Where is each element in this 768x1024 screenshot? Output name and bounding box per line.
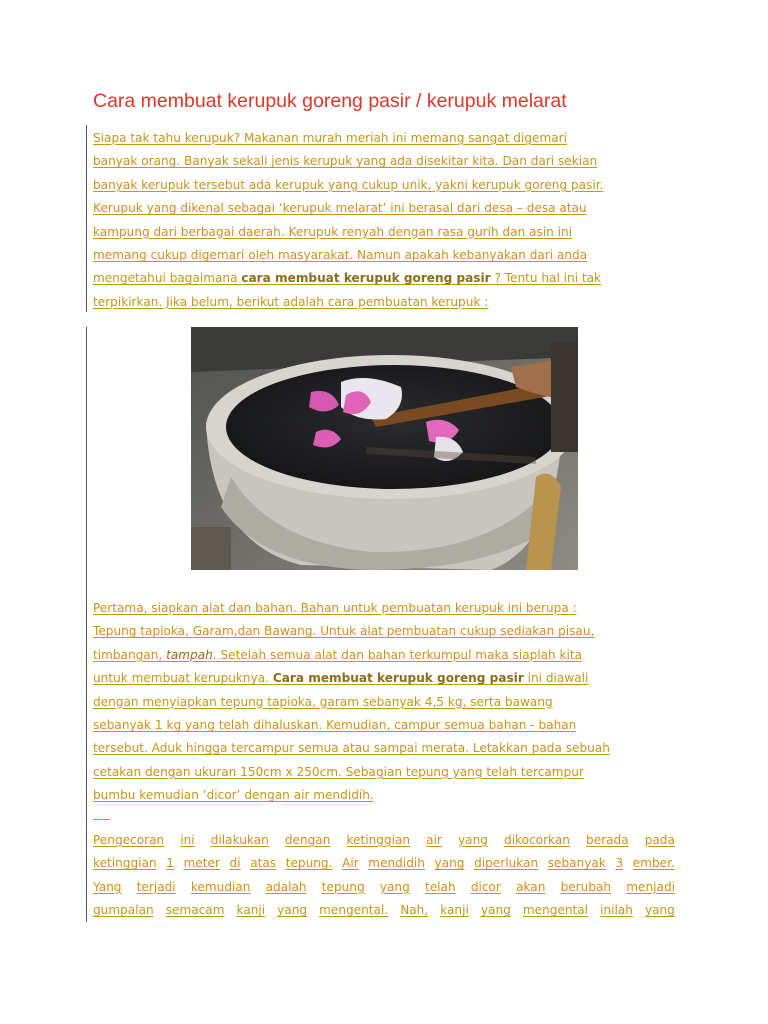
word: ember.: [632, 856, 675, 871]
text-line: [93, 150, 603, 173]
word: kanji: [236, 903, 266, 918]
text-line: [93, 127, 603, 150]
text-line-content: banyak orang. Banyak sekali jenis kerupuk yang ada disekitar kita. Dan dari sekian: [93, 154, 598, 169]
text-line-content: kampung dari berbagai daerah. Kerupuk renyah dengan rasa gurih dan asin ini: [93, 224, 573, 239]
word: ketinggian: [346, 833, 411, 847]
word: Air: [342, 856, 359, 871]
text-line-content: memang cukup digemari oleh masyarakat. Namun apakah kebanyakan dari anda: [93, 248, 588, 263]
text-line: [93, 667, 610, 690]
text-line-content: cetakan dengan ukuran 150cm x 250cm. Sebagian tepung yang telah tercampur: [93, 764, 584, 779]
word: mengental.: [319, 903, 389, 918]
word: dilakukan: [210, 833, 269, 847]
text-line-content: banyak kerupuk tersebut ada kerupuk yang cukup unik, yakni kerupuk goreng pasir.: [93, 177, 604, 192]
steps-paragraph[interactable]: [93, 597, 610, 808]
text-line: [93, 714, 610, 737]
text-line: [93, 784, 610, 807]
text-line: [93, 597, 610, 620]
word: yang: [434, 856, 465, 871]
text-line-content: . Setelah semua alat dan bahan terkumpul maka siaplah kita: [212, 647, 583, 662]
quote-border-bottom: [86, 327, 87, 922]
word: terjadi: [136, 879, 176, 894]
text-line: [93, 737, 610, 760]
word: yang: [458, 833, 488, 847]
word: kanji: [440, 903, 469, 918]
text-line-content: untuk membuat kerupuknya.: [93, 671, 273, 686]
word: Nah,: [400, 903, 429, 918]
text-line-content: Pertama, siapkan alat dan bahan. Bahan untuk pembuatan kerupuk ini berupa :: [93, 601, 577, 615]
text-line: [93, 267, 603, 290]
frying-pan-photo: [191, 327, 578, 570]
word: gumpalan: [93, 903, 154, 918]
word: pada: [644, 833, 675, 847]
article-photo: [191, 327, 578, 570]
word: di: [229, 856, 241, 871]
word: menjadi: [626, 879, 675, 894]
word: yang: [644, 903, 675, 918]
text-line: [93, 197, 603, 220]
word: akan: [516, 879, 546, 894]
word: sebanyak: [547, 856, 606, 871]
text-line: [93, 691, 610, 714]
word: yang: [277, 903, 308, 918]
word: tepung: [321, 879, 365, 894]
text-line: [93, 174, 603, 197]
word: ini: [180, 833, 195, 847]
text-line: [93, 221, 603, 244]
word: diperlukan: [474, 856, 539, 871]
word: dengan: [284, 833, 331, 847]
word: tepung.: [285, 856, 333, 871]
text-line: [93, 899, 675, 922]
text-line-content: timbangan,: [93, 647, 167, 662]
bold-link-text[interactable]: Cara membuat kerupuk goreng pasir: [272, 671, 524, 686]
text-line: [93, 244, 603, 267]
text-line-content: sebanyak 1 kg yang telah dihaluskan. Kemudian, campur semua bahan - bahan: [93, 718, 577, 733]
text-line: [93, 876, 675, 899]
text-line-content: Siapa tak tahu kerupuk? Makanan murah meriah ini memang sangat digemari: [93, 131, 567, 145]
word: dikocorkan: [504, 833, 570, 847]
word: Pengecoran: [93, 833, 165, 847]
intro-paragraph[interactable]: [93, 127, 603, 314]
word: Yang: [93, 879, 122, 894]
text-line-content: Kerupuk yang dikenal sebagai ‘kerupuk melarat’ ini berasal dari desa – desa atau: [93, 201, 587, 216]
page-title: Cara membuat kerupuk goreng pasir / kerupuk melarat: [93, 90, 567, 112]
pouring-paragraph[interactable]: [93, 829, 675, 923]
text-line: [93, 829, 675, 852]
text-line-content: mengetahui bagaimana: [93, 271, 242, 286]
word: berubah: [560, 879, 612, 894]
text-line-content: tersebut. Aduk hingga tercampur semua atau sampai merata. Letakkan pada sebuah: [93, 741, 610, 756]
text-line-content: terpikirkan. Jika belum, berikut adalah cara pembuatan kerupuk :: [93, 294, 489, 309]
word: adalah: [265, 879, 307, 894]
text-line: [93, 644, 610, 667]
word: inilah: [600, 903, 633, 918]
word: yang: [379, 879, 410, 894]
italic-word: tampah: [166, 647, 213, 662]
word: 3: [615, 856, 624, 871]
word: ketinggian: [93, 856, 157, 871]
text-line-content: bumbu kemudian ‘dicor’ dengan air mendidih.: [93, 788, 374, 803]
text-line: [93, 761, 610, 784]
text-line: [93, 620, 610, 643]
word: mengental: [522, 903, 589, 918]
word: telah: [424, 879, 456, 894]
word: meter: [183, 856, 220, 871]
text-line-content: ini diawali: [523, 671, 589, 686]
separator-link[interactable]: [93, 819, 110, 820]
word: atas: [250, 856, 277, 871]
text-line: [93, 852, 675, 875]
bold-link-text[interactable]: cara membuat kerupuk goreng pasir: [241, 271, 491, 286]
word: air: [426, 833, 442, 847]
word: 1: [166, 856, 174, 871]
text-line: [93, 291, 603, 314]
word: dicor: [470, 879, 501, 894]
quote-border-top: [86, 125, 87, 312]
text-line-content: dengan menyiapkan tepung tapioka, garam sebanyak 4,5 kg, serta bawang: [93, 694, 553, 709]
word: semacam: [165, 903, 225, 918]
text-line-content: ? Tentu hal ini tak: [490, 271, 602, 286]
word: berada: [586, 833, 629, 847]
text-line-content: Tepung tapioka, Garam,dan Bawang. Untuk alat pembuatan cukup sediakan pisau,: [93, 624, 595, 639]
word: mendidih: [368, 856, 425, 871]
word: yang: [480, 903, 511, 918]
word: kemudian: [190, 879, 251, 894]
